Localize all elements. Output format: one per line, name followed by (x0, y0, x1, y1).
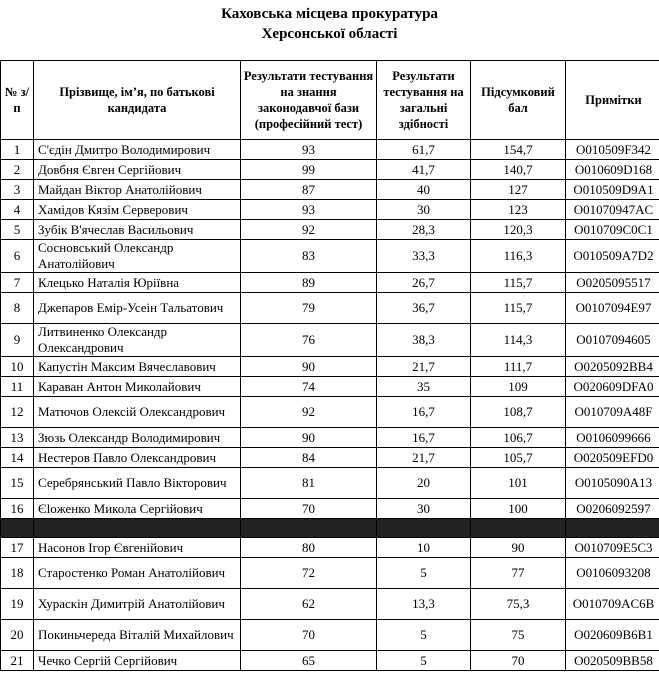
cell-professional-test: 87 (241, 180, 377, 200)
cell-number: 17 (1, 538, 34, 558)
cell-total-score: 109 (471, 377, 566, 397)
cell-general-abilities: 16,7 (377, 397, 471, 428)
cell-general-abilities: 13,3 (377, 589, 471, 620)
cell-name: С'єдін Дмитро Володимирович (34, 140, 241, 160)
cell-total-score: 116,3 (471, 240, 566, 273)
table-row (1, 200, 659, 220)
cell-professional-test: 76 (241, 324, 377, 357)
cell-number: 16 (1, 499, 34, 519)
cell-note: O0205095517 (566, 273, 659, 293)
cell-total-score: 140,7 (471, 160, 566, 180)
cell-number: 7 (1, 273, 34, 293)
cell-note: O020509EFD0 (566, 448, 659, 468)
cell-general-abilities: 38,3 (377, 324, 471, 357)
cell-note: O0106099666 (566, 428, 659, 448)
cell-professional-test: 92 (241, 397, 377, 428)
cell-name: Довбня Євген Сергійович (34, 160, 241, 180)
cell-professional-test: 83 (241, 240, 377, 273)
cell-note: O010509A7D2 (566, 240, 659, 273)
cell-general-abilities: 16,7 (377, 428, 471, 448)
cell-number: 2 (1, 160, 34, 180)
cell-number: 13 (1, 428, 34, 448)
cell-note: O010709A48F (566, 397, 659, 428)
cell-name: Серебрянський Павло Вікторович (34, 468, 241, 499)
cell-note: O020509BB58 (566, 651, 659, 671)
cell-professional-test: 90 (241, 428, 377, 448)
table-row (1, 538, 659, 558)
table-row (1, 468, 659, 499)
cell-number: 3 (1, 180, 34, 200)
cell-name: Матючов Олексій Олександрович (34, 397, 241, 428)
header-general-abilities: Результати тестування на загальні здібності (377, 61, 471, 140)
cell-number: 5 (1, 220, 34, 240)
cell-note: O010709C0C1 (566, 220, 659, 240)
cell-number: 19 (1, 589, 34, 620)
cell-general-abilities: 5 (377, 620, 471, 651)
header-number: № з/п (1, 61, 34, 140)
header-total-score: Підсумковий бал (471, 61, 566, 140)
cell-note: O0205092BB4 (566, 357, 659, 377)
cell-professional-test: 70 (241, 499, 377, 519)
table-header-row (1, 61, 659, 140)
cell-number: 11 (1, 377, 34, 397)
cell-name: Литвиненко Олександр Олександрович (34, 324, 241, 357)
table-row (1, 324, 659, 357)
cell-professional-test: 79 (241, 293, 377, 324)
cell-professional-test: 89 (241, 273, 377, 293)
cell-name: Насонов Ігор Євгенійович (34, 538, 241, 558)
cell-note: O0107094E97 (566, 293, 659, 324)
cell-total-score: 108,7 (471, 397, 566, 428)
header-professional-test: Результати тестування на знання законодавчої бази (професійний тест) (241, 61, 377, 140)
table-row (1, 499, 659, 519)
cell-name: Зюзь Олександр Володимирович (34, 428, 241, 448)
cell-professional-test: 81 (241, 468, 377, 499)
cell-note: O010609D168 (566, 160, 659, 180)
table-row (1, 160, 659, 180)
cell-name: Нестеров Павло Олександрович (34, 448, 241, 468)
table-row (1, 273, 659, 293)
cell-note: O010509D9A1 (566, 180, 659, 200)
cell-note: O0105090A13 (566, 468, 659, 499)
cell-professional-test: 74 (241, 377, 377, 397)
cell-total-score: 120,3 (471, 220, 566, 240)
cell-professional-test: 92 (241, 220, 377, 240)
table-row (1, 620, 659, 651)
cell-professional-test: 93 (241, 200, 377, 220)
cell-number: 14 (1, 448, 34, 468)
cell-name: Покиньчереда Віталій Михайлович (34, 620, 241, 651)
cell-total-score: 100 (471, 499, 566, 519)
table-row (1, 180, 659, 200)
cell-total-score: 123 (471, 200, 566, 220)
cell-number: 12 (1, 397, 34, 428)
cell-total-score: 115,7 (471, 273, 566, 293)
cell-general-abilities: 20 (377, 468, 471, 499)
cell-professional-test: 93 (241, 140, 377, 160)
cell-professional-test: 72 (241, 558, 377, 589)
cell-general-abilities: 41,7 (377, 160, 471, 180)
cell-name: Старостенко Роман Анатолійович (34, 558, 241, 589)
table-row (1, 140, 659, 160)
cell-professional-test: 84 (241, 448, 377, 468)
cell-number: 4 (1, 200, 34, 220)
cell-total-score: 70 (471, 651, 566, 671)
cell-total-score: 101 (471, 468, 566, 499)
cell-name: Єloженко Микола Сергійович (34, 499, 241, 519)
cell-professional-test: 62 (241, 589, 377, 620)
header-name: Прізвище, ім’я, по батькові кандидата (34, 61, 241, 140)
cell-number: 21 (1, 651, 34, 671)
cell-note: O020609DFA0 (566, 377, 659, 397)
cell-total-score: 115,7 (471, 293, 566, 324)
cell-note: O0206092597 (566, 499, 659, 519)
cell-name: Караван Антон Миколайович (34, 377, 241, 397)
header-notes: Примітки (566, 61, 659, 140)
cell-general-abilities: 61,7 (377, 140, 471, 160)
cell-professional-test: 70 (241, 620, 377, 651)
cell-total-score: 106,7 (471, 428, 566, 448)
table-row (1, 651, 659, 671)
cell-note: O020609B6B1 (566, 620, 659, 651)
cell-number: 10 (1, 357, 34, 377)
cell-general-abilities: 35 (377, 377, 471, 397)
cell-professional-test: 99 (241, 160, 377, 180)
cell-note: O0106093208 (566, 558, 659, 589)
document-title: Каховська місцева прокуратура (221, 6, 438, 22)
cell-name: Чечко Сергій Сергійович (34, 651, 241, 671)
cell-number: 6 (1, 240, 34, 273)
cell-name: Хураскін Димитрій Анатолійович (34, 589, 241, 620)
cell-note: O010509F342 (566, 140, 659, 160)
cell-number: 15 (1, 468, 34, 499)
cell-name: Капустін Максим Вячеславович (34, 357, 241, 377)
table-row (1, 448, 659, 468)
cell-general-abilities: 30 (377, 200, 471, 220)
table-row (1, 589, 659, 620)
cell-total-score: 75 (471, 620, 566, 651)
cell-general-abilities: 21,7 (377, 357, 471, 377)
cell-note: O0107094605 (566, 324, 659, 357)
table-row (1, 428, 659, 448)
cell-total-score: 114,3 (471, 324, 566, 357)
results-table (0, 60, 659, 671)
cell-name: Майдан Віктор Анатолійович (34, 180, 241, 200)
cell-note: O010709AC6B (566, 589, 659, 620)
table-row (1, 220, 659, 240)
cell-general-abilities: 36,7 (377, 293, 471, 324)
cell-total-score: 90 (471, 538, 566, 558)
cell-name: Сосновський Олександр Анатолійович (34, 240, 241, 273)
cell-total-score: 127 (471, 180, 566, 200)
cell-general-abilities: 26,7 (377, 273, 471, 293)
table-row (1, 558, 659, 589)
cell-name: Клецько Наталія Юріївна (34, 273, 241, 293)
cell-general-abilities: 33,3 (377, 240, 471, 273)
cell-note: O010709E5C3 (566, 538, 659, 558)
cell-total-score: 111,7 (471, 357, 566, 377)
cell-general-abilities: 5 (377, 651, 471, 671)
cell-general-abilities: 40 (377, 180, 471, 200)
cell-general-abilities: 30 (377, 499, 471, 519)
cell-name: Джепаров Емір-Усеін Тальатович (34, 293, 241, 324)
cell-total-score: 154,7 (471, 140, 566, 160)
cell-general-abilities: 28,3 (377, 220, 471, 240)
cell-professional-test: 65 (241, 651, 377, 671)
cell-name: Хамідов Кязім Серверович (34, 200, 241, 220)
table-row (1, 293, 659, 324)
table-row (1, 397, 659, 428)
table-row (1, 377, 659, 397)
cell-number: 18 (1, 558, 34, 589)
cell-general-abilities: 10 (377, 538, 471, 558)
cutoff-separator-row (1, 519, 659, 538)
cell-general-abilities: 21,7 (377, 448, 471, 468)
document-subtitle: Херсонської області (261, 26, 398, 42)
table-row (1, 240, 659, 273)
cell-number: 1 (1, 140, 34, 160)
table-row (1, 357, 659, 377)
cell-total-score: 75,3 (471, 589, 566, 620)
cell-professional-test: 80 (241, 538, 377, 558)
cell-general-abilities: 5 (377, 558, 471, 589)
cell-name: Зубік В'ячеслав Васильович (34, 220, 241, 240)
cell-total-score: 105,7 (471, 448, 566, 468)
cell-professional-test: 90 (241, 357, 377, 377)
cell-note: O01070947AC (566, 200, 659, 220)
cell-number: 8 (1, 293, 34, 324)
cell-number: 9 (1, 324, 34, 357)
cell-total-score: 77 (471, 558, 566, 589)
cell-number: 20 (1, 620, 34, 651)
